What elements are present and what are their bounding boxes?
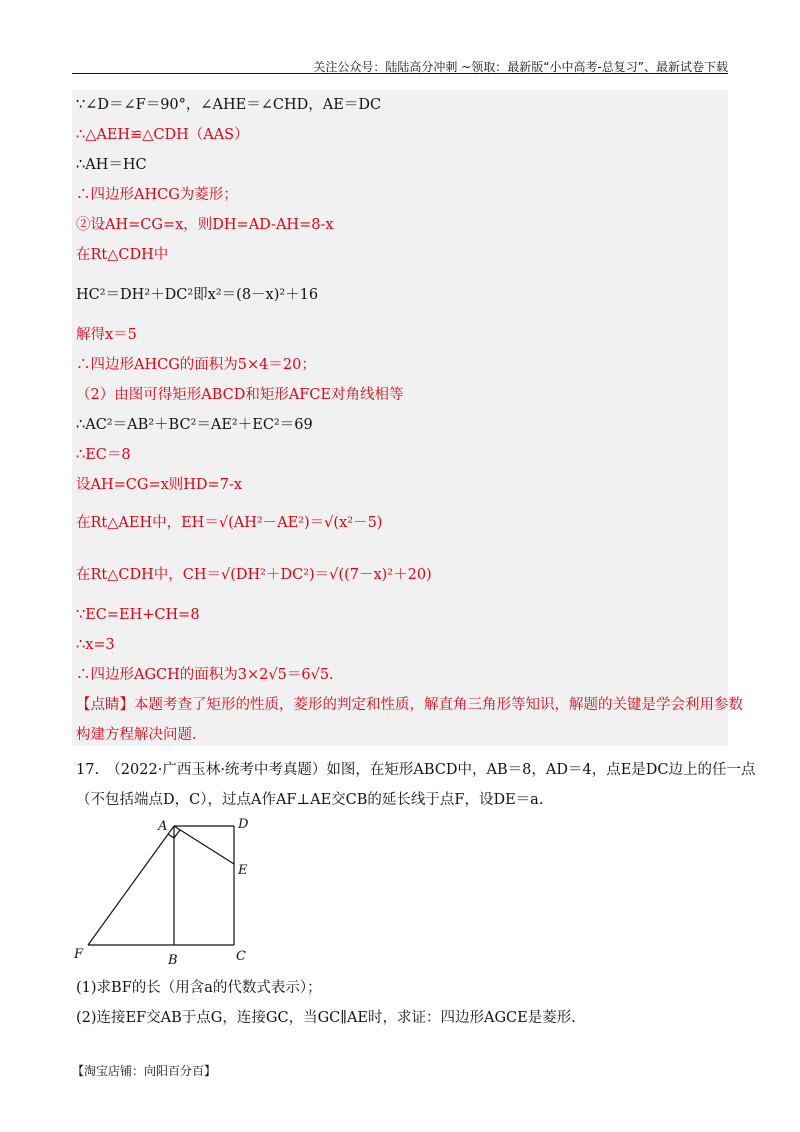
label-A: A [158,819,168,834]
solution-line-1: ∵∠D＝∠F＝90°，∠AHE＝∠CHD，AE＝DC [76,97,382,113]
solution-line-3: ∴AH＝HC [76,157,147,173]
question-17-line-1: 17. （2022·广西玉林·统考中考真题）如图，在矩形ABCD中，AB＝8，AD＝4，点E是DC边上的任一点 [76,762,756,778]
question-17-part-1: (1)求BF的长（用含a的代数式表示）； [76,980,322,996]
solution-line-17: ∴x=3 [76,637,115,653]
segment-AF [88,826,174,945]
solution-line-13: 设AH=CG=x则HD=7-x [76,477,242,493]
solution-line-12: ∴EC＝8 [76,447,131,463]
segment-AE [174,826,234,864]
label-D: D [238,818,249,832]
solution-line-15: 在Rt△CDH中，CH＝√(DH²＋DC²)＝√((7－x)²＋20) [76,567,432,583]
footer-shop: 【淘宝店铺：向阳百分百】 [72,1064,217,1078]
solution-line-6: 在Rt△CDH中 [76,247,169,263]
label-C: C [236,949,246,964]
solution-line-2: ∴△AEH≌△CDH（AAS） [76,127,249,143]
header-rule [72,73,728,74]
label-E: E [238,863,248,878]
solution-line-19: 【点睛】本题考查了矩形的性质，菱形的判定和性质，解直角三角形等知识，解题的关键是学会利用参数 [76,697,743,713]
solution-line-8: 解得x＝5 [76,327,137,343]
solution-line-5: ②设AH=CG=x，则DH=AD-AH=8-x [76,217,334,233]
solution-line-10: （2）由图可得矩形ABCD和矩形AFCE对角线相等 [76,387,404,403]
page-header: 关注公众号：陆陆高分冲刺 ~领取：最新版“小中高考-总复习”、最新试卷下载 [313,60,728,74]
solution-line-16: ∵EC=EH+CH=8 [76,607,200,623]
solution-line-11: ∴AC²＝AB²＋BC²＝AE²＋EC²＝69 [76,417,313,433]
solution-line-18: ∴四边形AGCH的面积为3×2√5＝6√5. [76,667,334,683]
solution-line-7: HC²＝DH²＋DC²即x²＝(8－x)²＋16 [76,287,319,303]
question-17-part-2: (2)连接EF交AB于点G，连接GC，当GC∥AE时，求证：四边形AGCE是菱形. [76,1010,576,1026]
label-B: B [168,953,178,968]
solution-line-20: 构建方程解决问题. [76,727,197,743]
solution-line-14: 在Rt△AEH中，EH＝√(AH²－AE²)＝√(x²－5) [76,515,383,531]
solution-line-9: ∴四边形AHCG的面积为5×4＝20； [76,357,316,373]
question-17-line-2: （不包括端点D，C），过点A作AF⊥AE交CB的延长线于点F，设DE＝a. [76,792,544,808]
geometry-figure [72,818,272,968]
solution-line-4: ∴四边形AHCG为菱形； [76,187,238,203]
label-F: F [74,947,84,962]
